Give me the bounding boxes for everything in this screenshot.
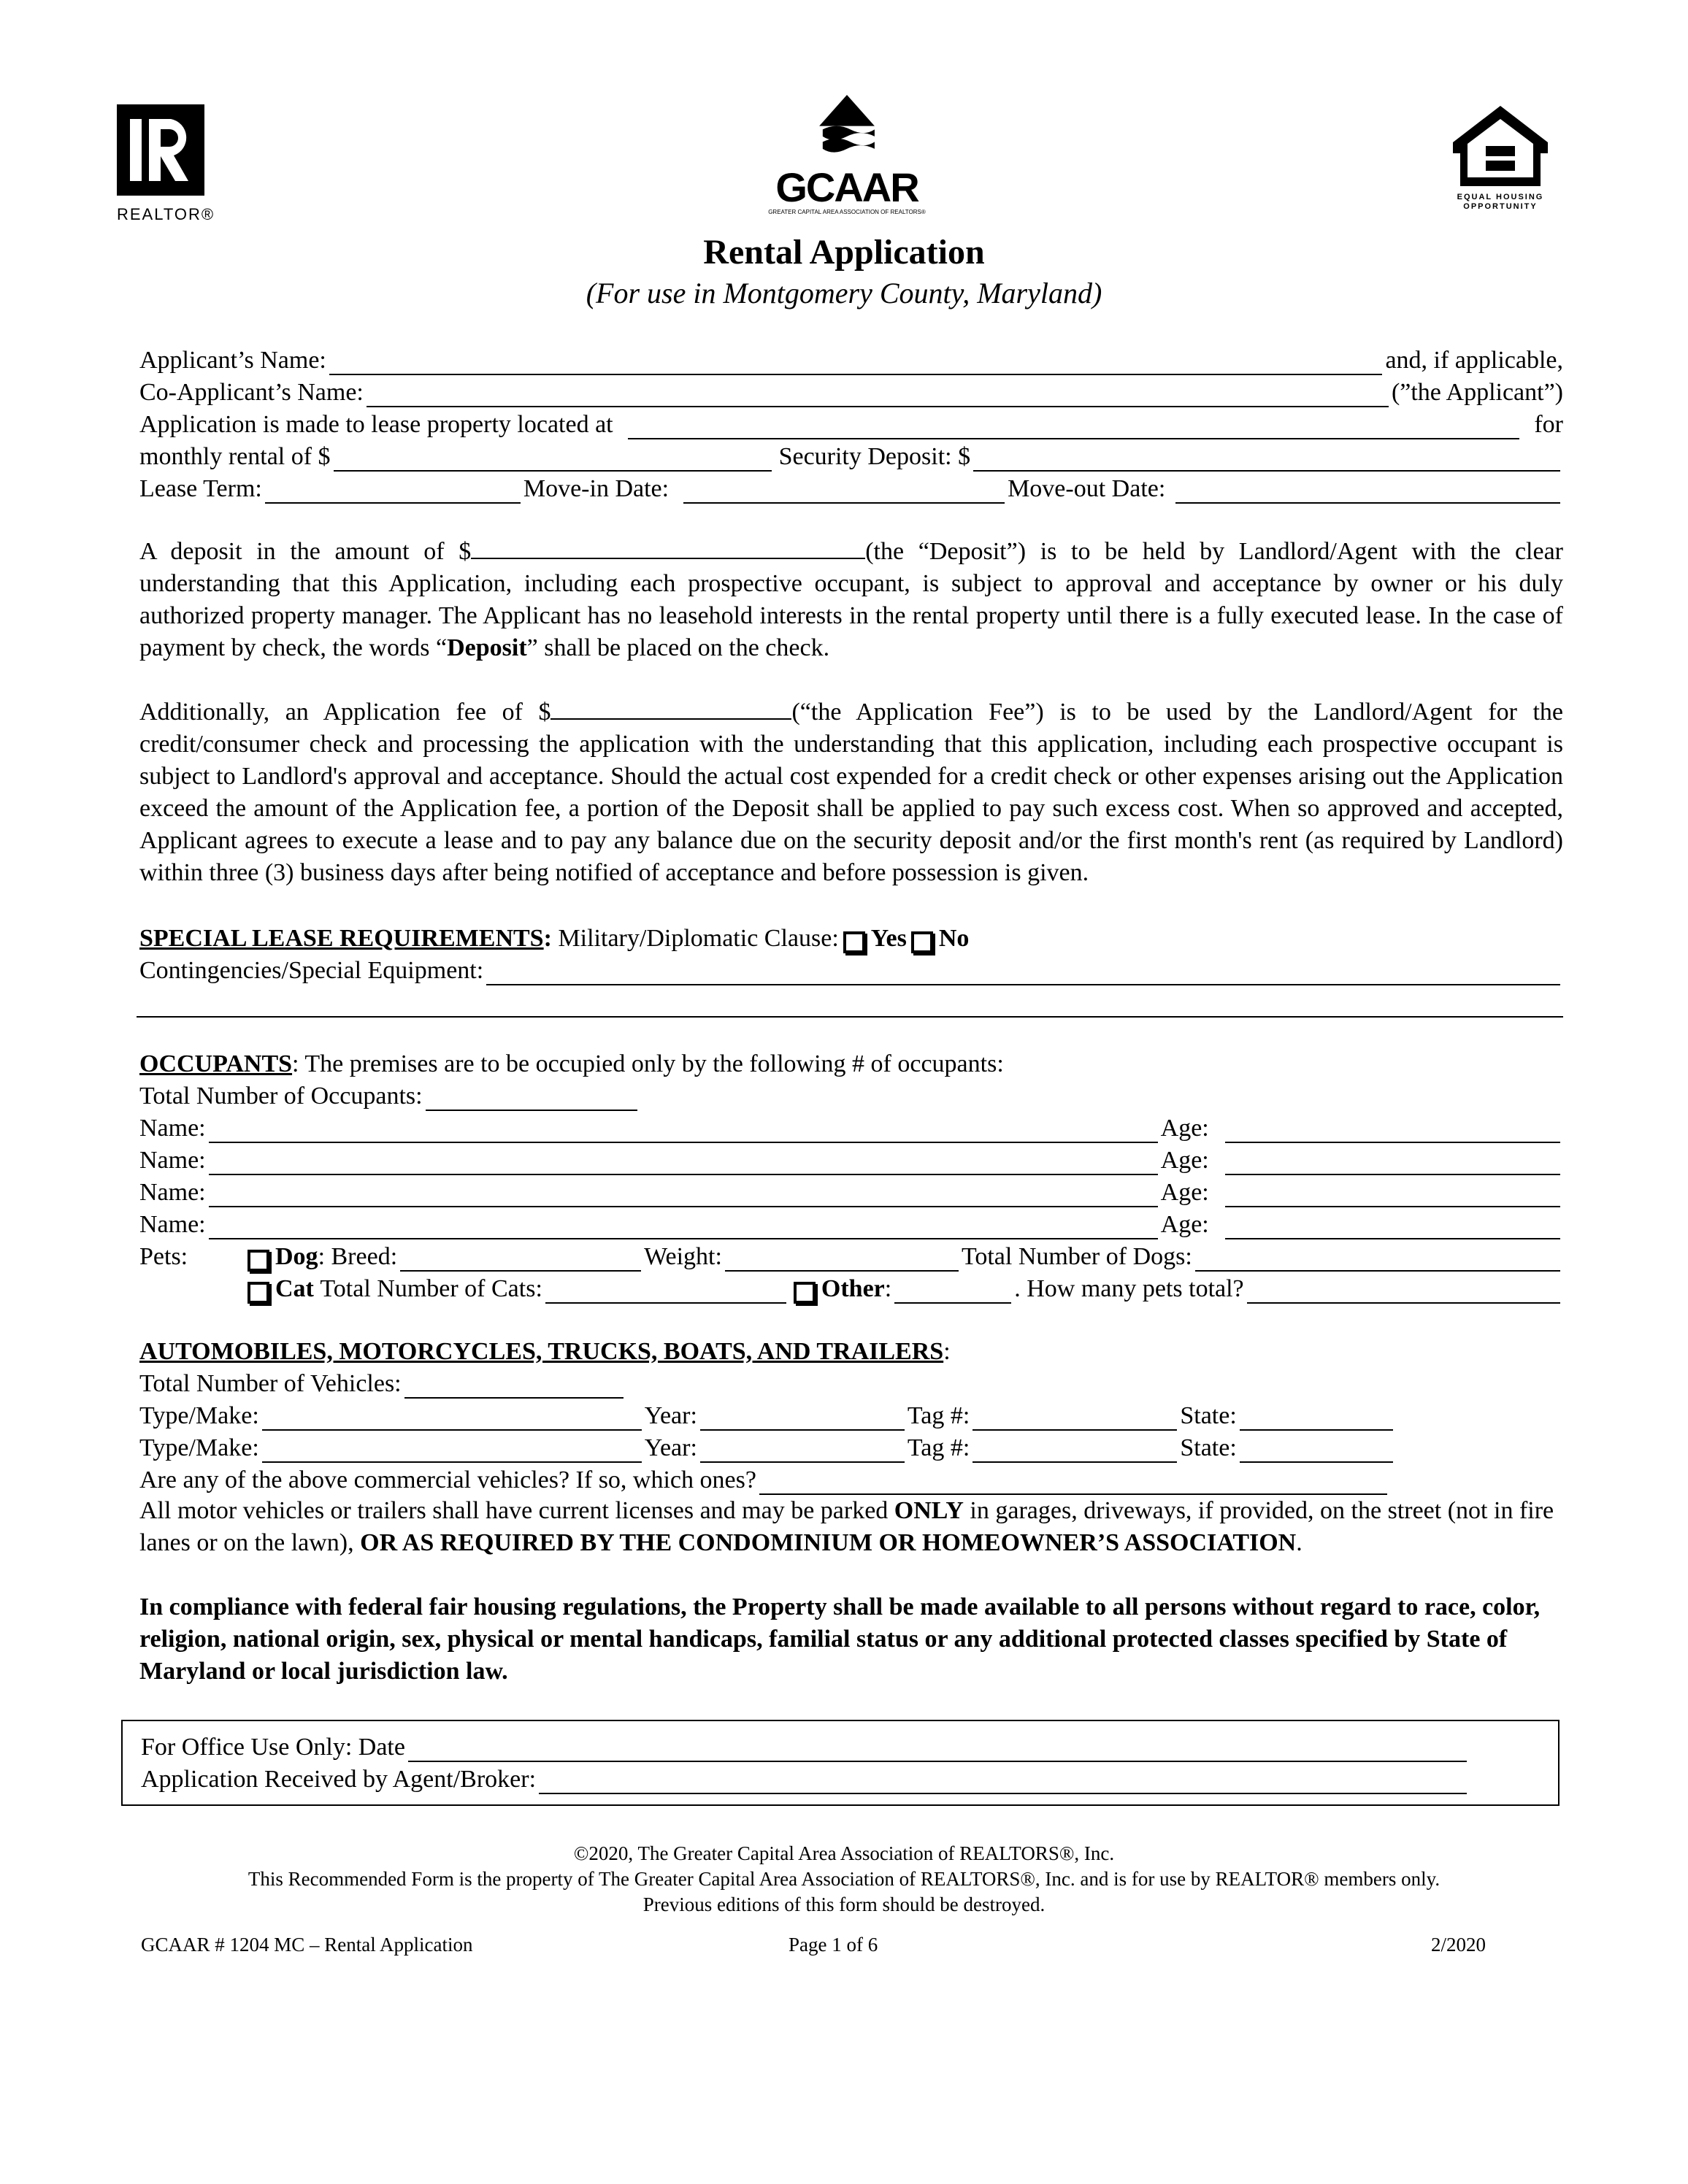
label: Military/Diplomatic Clause: (558, 925, 839, 952)
cat-checkbox[interactable] (248, 1282, 269, 1304)
label: Total Number of Dogs: (961, 1243, 1192, 1270)
label: Application is made to lease property located at (139, 411, 613, 438)
label: Total Number of Vehicles: (139, 1370, 402, 1397)
footer-bottom (139, 1932, 1563, 1961)
label: Lease Term: (139, 475, 262, 502)
label: For Office Use Only: Date (141, 1734, 405, 1761)
gcaar-emblem-icon (814, 95, 880, 161)
vehicle-make-field[interactable] (262, 1406, 642, 1431)
text: All motor vehicles or trailers shall have current licenses and may be parked (139, 1497, 894, 1524)
label: Cat (275, 1275, 314, 1302)
label: Move-in Date: (523, 475, 670, 502)
lease-term-field[interactable] (265, 479, 521, 504)
total-dogs-field[interactable] (1195, 1247, 1560, 1272)
label: Name: (139, 1211, 206, 1238)
vehicle-make-field[interactable] (262, 1438, 642, 1463)
label: Security Deposit: $ (778, 443, 971, 470)
equal-housing-logo (1453, 106, 1548, 212)
label: Total Number of Cats: (320, 1275, 542, 1302)
label: Name: (139, 1147, 206, 1174)
occupant-age-field[interactable] (1225, 1118, 1560, 1143)
section-heading: SPECIAL LEASE REQUIREMENTS (139, 925, 544, 952)
contingencies-field[interactable] (486, 961, 1560, 985)
text: OR AS REQUIRED BY THE CONDOMINIUM OR HOMEOWNER’S ASSOCIATION (360, 1529, 1297, 1556)
footer-previous: Previous editions of this form should be destroyed. (642, 1893, 1046, 1915)
label: Tag #: (907, 1434, 970, 1461)
equal-housing-house-icon (1453, 106, 1548, 186)
label: State: (1180, 1402, 1237, 1429)
equal-housing-text: EQUAL HOUSING OPPORTUNITY (1457, 193, 1544, 211)
text: Additionally, an Application fee of $ (139, 699, 551, 726)
page-subtitle: (For use in Montgomery County, Maryland) (586, 277, 1102, 309)
text: in garages, driveways, if provided, on the street (not in fire lanes or on the lawn), (139, 1497, 1554, 1556)
contingencies-field-2[interactable] (137, 993, 1563, 1018)
text: (the “Deposit”) is to be held by Landlord/Agent with the clear understanding that this Application, including each prospective occupant, is subject to approval and acceptance by owner or his duly authorized property manager. The Applicant has no leasehold interests in the rental property until there is a fully executed lease. In the case of payment by check, the words “ (139, 538, 1564, 661)
occupant-name-field[interactable] (209, 1118, 1158, 1143)
vehicle-year-field[interactable] (700, 1406, 905, 1431)
footer-property: This Recommended Form is the property of The Greater Capital Area Association of REALTORS®, Inc. and is for use by REALTOR® members only. (248, 1868, 1440, 1890)
section-heading: AUTOMOBILES, MOTORCYCLES, TRUCKS, BOATS, AND TRAILERS (139, 1338, 944, 1365)
move-in-date-field[interactable] (683, 479, 1005, 504)
label: Name: (139, 1115, 206, 1142)
move-out-date-field[interactable] (1175, 479, 1560, 504)
text: Deposit (447, 634, 527, 661)
vehicle-state-field[interactable] (1240, 1406, 1393, 1431)
text: (“the Application Fee”) is to be used by the Landlord/Agent for the credit/consumer check and processing the application with the understanding that this application, including each prospective occupant is subject to Landlord's approval and acceptance. Should the actual cost expended for a credit check or other expenses arising out the Application exceed the amount of the Application fee, a portion of the Deposit shall be applied to pay such excess cost. When so approved and accepted, Applicant agrees to execute a lease and to pay any balance due on the security deposit and/or the first month's rent (as required by Landlord) within three (3) business days after being notified of acceptance and before possession is given. (139, 699, 1563, 886)
label: Year: (644, 1434, 697, 1461)
footer-date: 2/2020 (1431, 1934, 1486, 1956)
section-heading: OCCUPANTS (139, 1050, 293, 1077)
occupant-name-field[interactable] (209, 1150, 1158, 1175)
dog-weight-field[interactable] (725, 1247, 959, 1272)
office-date-field[interactable] (408, 1737, 1467, 1762)
realtor-r-icon (117, 104, 204, 196)
label: Pets: (139, 1243, 188, 1270)
label: : Breed: (318, 1243, 398, 1270)
footer-page-number: Page 1 of 6 (789, 1934, 878, 1956)
label: monthly rental of $ (139, 443, 331, 470)
application-fee-paragraph (139, 696, 1563, 889)
text: : The premises are to be occupied only by the following # of occupants: (292, 1050, 1004, 1077)
occupant-age-field[interactable] (1225, 1183, 1560, 1207)
label: Dog (275, 1243, 318, 1270)
label: Type/Make: (139, 1434, 259, 1461)
label: Other (821, 1275, 885, 1302)
label: Age: (1160, 1211, 1209, 1238)
label: Move-out Date: (1008, 475, 1166, 502)
label: Applicant’s Name: (139, 347, 326, 374)
total-pets-field[interactable] (1247, 1279, 1560, 1304)
total-vehicles-field[interactable] (404, 1374, 624, 1399)
vehicle-tag-field[interactable] (972, 1406, 1177, 1431)
co-applicant-name-field[interactable] (367, 382, 1389, 407)
label: for (1534, 411, 1563, 438)
label: (”the Applicant”) (1391, 379, 1563, 406)
label: Tag #: (907, 1402, 970, 1429)
military-no-checkbox[interactable] (911, 931, 933, 953)
total-occupants-field[interactable] (426, 1086, 637, 1111)
label: Year: (644, 1402, 697, 1429)
security-deposit-field[interactable] (973, 447, 1560, 472)
property-address-field[interactable] (628, 415, 1520, 439)
gcaar-logo-text: GCAAR (775, 164, 918, 210)
application-fee-field[interactable] (550, 698, 791, 720)
label: Yes (870, 925, 907, 952)
label: State: (1180, 1434, 1237, 1461)
other-pet-field[interactable] (894, 1279, 1011, 1304)
label: Age: (1160, 1115, 1209, 1142)
gcaar-logo-subtext: GREATER CAPITAL AREA ASSOCIATION OF REALTORS® (768, 209, 926, 215)
military-yes-checkbox[interactable] (843, 931, 865, 953)
footer-copyright: ©2020, The Greater Capital Area Association of REALTORS®, Inc. (573, 1842, 1115, 1864)
commercial-vehicles-field[interactable] (759, 1470, 1387, 1495)
label: Application Received by Agent/Broker: (141, 1766, 537, 1793)
label: Name: (139, 1179, 206, 1206)
vehicle-year-field[interactable] (700, 1438, 905, 1463)
text: : (543, 925, 552, 952)
page-title: Rental Application (703, 233, 985, 272)
vehicle-tag-field[interactable] (972, 1438, 1177, 1463)
label: Are any of the above commercial vehicles? If so, which ones? (139, 1466, 756, 1493)
occupant-name-field[interactable] (209, 1183, 1158, 1207)
text: A deposit in the amount of $ (139, 538, 472, 565)
deposit-paragraph (139, 536, 1563, 664)
label: Age: (1160, 1179, 1209, 1206)
office-use-box (121, 1720, 1560, 1806)
footer-form-id: GCAAR # 1204 MC – Rental Application (141, 1934, 473, 1956)
applicant-name-field[interactable] (329, 350, 1383, 375)
vehicle-state-field[interactable] (1240, 1438, 1393, 1463)
occupant-age-field[interactable] (1225, 1215, 1560, 1239)
dog-checkbox[interactable] (248, 1250, 269, 1272)
received-by-field[interactable] (539, 1769, 1467, 1794)
dog-breed-field[interactable] (400, 1247, 641, 1272)
realtor-logo (117, 104, 215, 224)
label: Co-Applicant’s Name: (139, 379, 364, 406)
fair-housing-statement: In compliance with federal fair housing regulations, the Property shall be made available to all persons without regard to race, color, religion, national origin, sex, physical or mental handicaps, familial status or any additional protected classes specified by State of Maryland or local jurisdiction law. (139, 1593, 1541, 1685)
monthly-rental-field[interactable] (334, 447, 772, 472)
deposit-amount-field[interactable] (471, 537, 865, 559)
gcaar-logo (752, 95, 942, 217)
text: . (1296, 1529, 1303, 1556)
label: . How many pets total? (1014, 1275, 1244, 1302)
label: No (938, 925, 970, 952)
label: Age: (1160, 1147, 1209, 1174)
text: ONLY (894, 1497, 964, 1524)
vehicles-paragraph (139, 1495, 1563, 1559)
realtor-logo-text: REALTOR® (117, 205, 215, 223)
occupant-age-field[interactable] (1225, 1150, 1560, 1175)
text: ” shall be placed on the check. (526, 634, 830, 661)
footer (0, 1841, 1688, 1918)
total-cats-field[interactable] (545, 1279, 786, 1304)
other-pet-checkbox[interactable] (794, 1282, 816, 1304)
label: Weight: (644, 1243, 722, 1270)
label: and, if applicable, (1385, 347, 1563, 374)
occupant-name-field[interactable] (209, 1215, 1158, 1239)
label: Total Number of Occupants: (139, 1083, 423, 1110)
label: Type/Make: (139, 1402, 259, 1429)
label: Contingencies/Special Equipment: (139, 957, 484, 984)
